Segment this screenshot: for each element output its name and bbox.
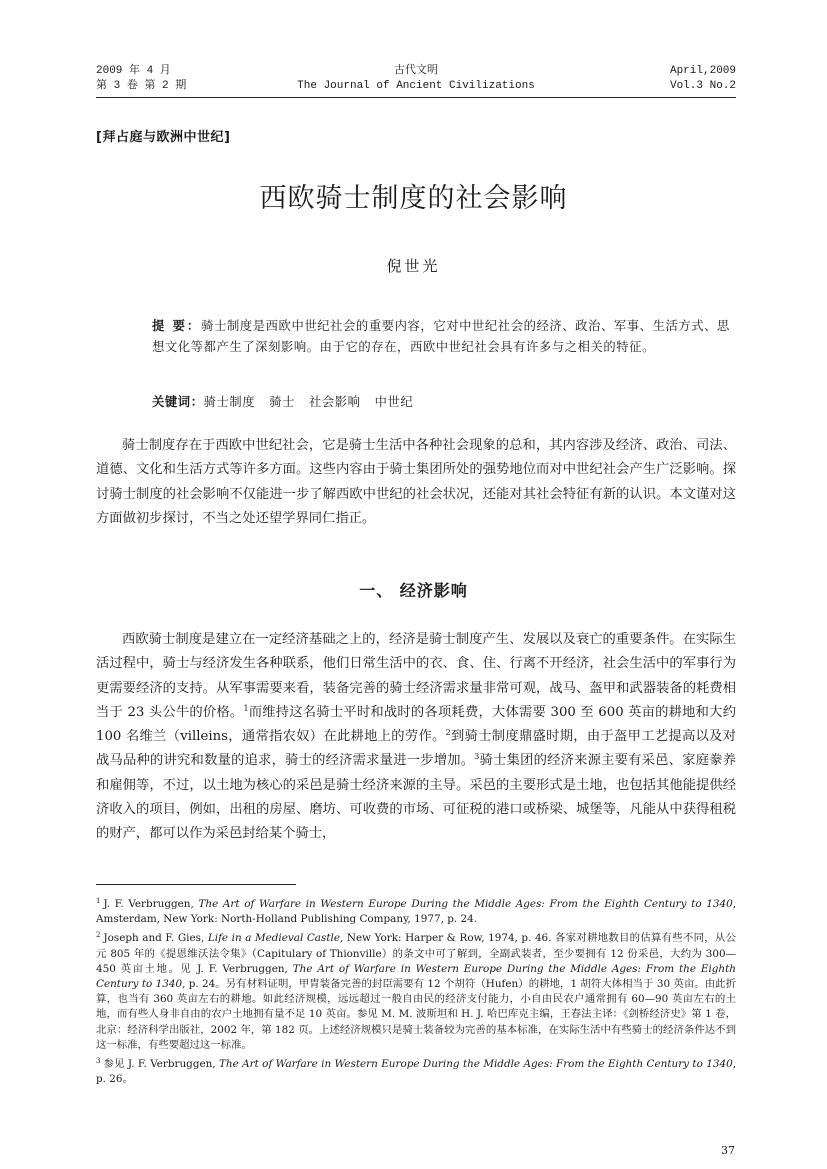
keyword: 骑士制度 [203, 395, 256, 409]
abstract-label: 提 要： [152, 319, 202, 333]
keyword: 社会影响 [308, 395, 361, 409]
running-header [96, 64, 736, 98]
footnote-text: Joseph and F. Gies, [103, 932, 208, 945]
intro-paragraph: 骑士制度存在于西欧中世纪社会，它是骑士生活中各种社会现象的总和，其内容涉及经济、政治、司法、道德、文化和生活方式等许多方面。这些内容由于骑士集团所处的强势地位而对中世纪社会产生广泛影响。探讨骑士制度的社会影响不仅能进一步了解西欧中世纪的社会状况，还能对其社会特征有新的认识。本文谨对这方面做初步探讨，不当之处还望学界同仁指正。 [96, 438, 736, 526]
section-label: [拜占庭与欧洲中世纪] [96, 130, 231, 145]
article-title: 西欧骑士制度的社会影响 [259, 183, 568, 214]
abstract-text: 骑士制度是西欧中世纪社会的重要内容，它对中世纪社会的经济、政治、军事、生活方式、思想文化等都产生了深刻影响。由于它的存在，西欧中世纪社会具有许多与之相关的特征。 [152, 319, 730, 354]
body-text: 而维持这名骑士平时和战时的各项耗费，大体需要 300 至 600 英亩的耕地和大约 100 名维兰（villeins，通常指农奴）在此耕地上的劳作。 [96, 704, 736, 745]
footnote-ref[interactable]: 1 [243, 703, 249, 713]
footnote-book-title: Life in a Medieval Castle [207, 932, 340, 945]
header-journal-en: The Journal of Ancient Civilizations [297, 80, 535, 92]
footnote-book-title: The Art of Warfare in Western Europe During the Middle Ages: From the Eighth Century to 1340 [198, 898, 733, 910]
footnote-text: , p. 24。另有材料证明，甲胄装备完善的封臣需要有 12 个胡符（Hufen）的耕地，1 胡符大体相当于 30 英亩。由此折算，也当有 360 英亩左右的耕地。如此经济规模，远远超过一般自由民的经济支付能力，小自由民农户通常拥有 60—90 英亩左右的土地，而有些人身非自由的农户土地拥有量不足 10 英亩。参见 M. M. 波斯坦和 H. J. 哈巴库克主编，王春法主译：《剑桥经济史》第 1 卷，北京：经济科学出版社，2002 年，第 182 页。上述经济规模只是骑士装备较为完善的基本标准，在实际生活中有些骑士的经济条件达不到这一标准，有些要超过这一标准。 [96, 978, 736, 1051]
keyword: 中世纪 [374, 395, 414, 409]
footnote-ref[interactable]: 3 [474, 752, 480, 762]
footnote-book-title: The Art of Warfare in Western Europe During the Middle Ages: From the Eighth Century to 1340 [96, 962, 736, 991]
header-date-en: April,2009 [669, 65, 736, 77]
header-volume-cn: 第 3 卷 第 2 期 [96, 80, 187, 92]
header-volume-en: Vol.3 No.2 [669, 80, 736, 92]
footnote [96, 894, 736, 927]
abstract [152, 316, 732, 358]
page-number: 37 [721, 1144, 735, 1157]
footnote-number: 2 [96, 931, 101, 940]
section-heading: 一、 经济影响 [359, 581, 468, 600]
header-date: 2009 年 4 月 [96, 65, 171, 77]
footnote-text: , New York: Harper & Row, 1974, p. 46. 各家对耕地数目的估算有些不同，从公元 805 年的《提恩维沃法令集》（Capitulary of Thionville）的条文中可了解到，全副武装者，至少要拥有 12 份采邑，大约为 300—450 英亩土地。见 J. F. Verbruggen, [96, 932, 736, 975]
footnote [96, 1054, 736, 1087]
footnote-text: , Amsterdam, New York: North-Holland Publishing Company, 1977, p. 24. [96, 898, 736, 926]
body-text: 骑士集团的经济来源主要有采邑、家庭豢养和雇佣等，不过，以土地为核心的采邑是骑士经济来源的主导。采邑的主要形式是土地，也包括其他能提供经济收入的项目，例如，出租的房屋、磨坊、可收费的市场、可征税的港口或桥梁、城堡等，凡能从中获得租税的财产，都可以作为采邑封给某个骑士， [96, 753, 737, 842]
header-journal [96, 64, 736, 94]
footnote-book-title: The Art of Warfare in Western Europe During the Middle Ages: From the Eighth Century to 1340 [219, 1058, 733, 1071]
header-journal-cn: 古代文明 [394, 65, 438, 77]
body-text: 到骑士制度鼎盛时期，由于盔甲工艺提高以及对战马品种的讲究和数量的追求，骑士的经济需求量进一步增加。 [96, 729, 736, 769]
footnotes [96, 894, 736, 1088]
footnote-text: 参见 J. F. Verbruggen, [103, 1058, 219, 1071]
header-issue-en [670, 64, 736, 94]
footnote-text: J. F. Verbruggen, [103, 898, 199, 910]
keywords [152, 392, 732, 413]
footnote-rule [96, 884, 296, 885]
header-rule [96, 97, 736, 98]
keywords-label: 关键词： [152, 395, 204, 409]
footnote [96, 928, 736, 1053]
footnote-number: 3 [96, 1057, 101, 1066]
body-paragraph [96, 628, 736, 847]
body-text: 西欧骑士制度是建立在一定经济基础之上的，经济是骑士制度产生、发展以及衰亡的重要条件。在实际生活过程中，骑士与经济发生各种联系，他们日常生活中的衣、食、住、行离不开经济，社会生活中的军事行为更需要经济的支持。从军事需要来看，装备完善的骑士经济需求量非常可观，战马、盔甲和武器装备的耗费相当于 23 头公牛的价格。 [96, 632, 736, 720]
author-name: 倪世光 [386, 257, 441, 275]
footnote-ref[interactable]: 2 [445, 728, 451, 738]
footnote-text: , p. 26。 [96, 1058, 736, 1086]
footnote-number: 1 [96, 897, 101, 905]
keyword: 骑士 [269, 395, 295, 409]
